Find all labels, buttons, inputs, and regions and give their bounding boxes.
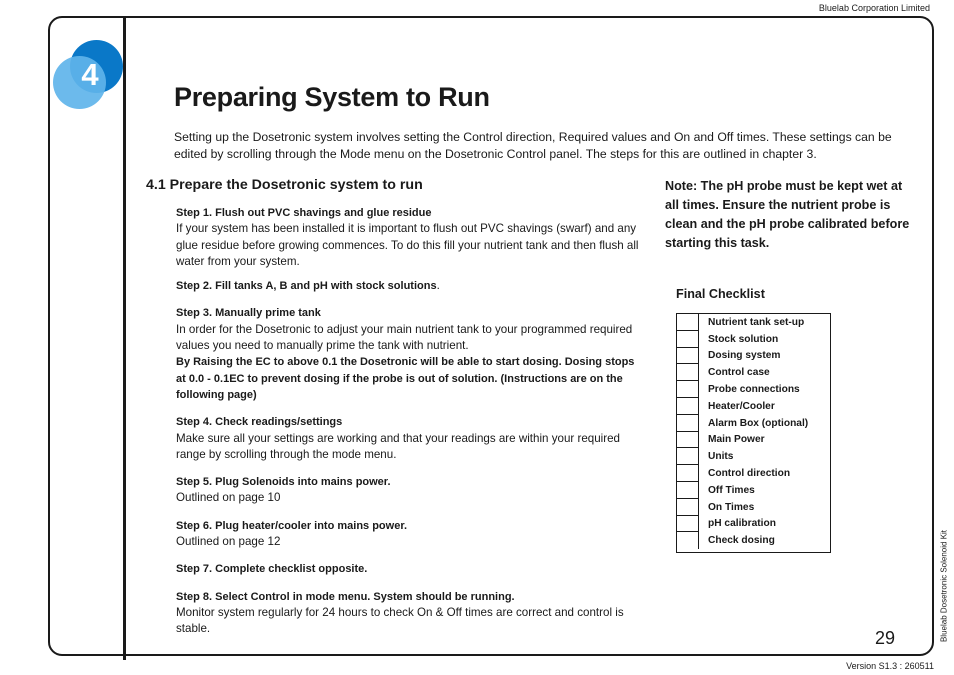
step-1-body: If your system has been installed it is important to flush out PVC shavings (swarf) and any glue residue before growing commences. To do this fill your nutrient tank and then flush all water from your system. xyxy=(176,222,639,268)
step-4-title: Step 4. Check readings/settings xyxy=(176,416,343,429)
checkbox[interactable] xyxy=(677,415,699,432)
checklist-row xyxy=(677,415,830,432)
step-1-title: Step 1. Flush out PVC shavings and glue residue xyxy=(176,207,432,219)
step-5 xyxy=(176,474,646,507)
step-2-title: Step 2. Fill tanks A, B and pH with stock solutions xyxy=(176,280,437,293)
step-7 xyxy=(176,561,646,577)
chapter-number: 4 xyxy=(81,57,99,92)
checkbox[interactable] xyxy=(677,499,699,516)
step-8 xyxy=(176,589,646,638)
checklist-row xyxy=(677,532,830,549)
checkbox[interactable] xyxy=(677,432,699,449)
checkbox[interactable] xyxy=(677,314,699,331)
step-2 xyxy=(176,278,646,294)
probe-note: Note: The pH probe must be kept wet at all times. Ensure the nutrient probe is clean and the pH probe calibrated before starting this task. xyxy=(665,179,910,250)
checkbox[interactable] xyxy=(677,532,699,549)
checkbox[interactable] xyxy=(677,381,699,398)
checklist-row xyxy=(677,465,830,482)
intro-paragraph: Setting up the Dosetronic system involves setting the Control direction, Required values and On and Off times. These settings can be edited by scrolling through the Mode menu on the Dosetronic Control panel. The steps for this are outlined in chapter 3. xyxy=(174,130,892,161)
checkbox[interactable] xyxy=(677,516,699,533)
step-6-title: Step 6. Plug heater/cooler into mains power. xyxy=(176,519,408,532)
section-heading: 4.1 Prepare the Dosetronic system to run xyxy=(146,177,423,193)
checklist-row xyxy=(677,499,830,516)
checklist-row xyxy=(677,348,830,365)
checklist-title: Final Checklist xyxy=(676,287,765,301)
checklist-item-label: Nutrient tank set-up xyxy=(708,316,805,328)
checklist-row xyxy=(677,448,830,465)
checklist-row xyxy=(677,381,830,398)
checklist-item-label: Control direction xyxy=(708,468,791,480)
page-title: Preparing System to Run xyxy=(174,82,490,112)
checklist-item-label: Check dosing xyxy=(708,535,775,547)
step-3-warning: By Raising the EC to above 0.1 the Dosetronic will be able to start dosing. Dosing stops at 0.0 - 0.1EC to prevent dosing if the probe is out of solution. (Instructions are on the following page) xyxy=(176,356,635,401)
checklist-item-label: Alarm Box (optional) xyxy=(708,417,809,429)
step-7-title: Step 7. Complete checklist opposite. xyxy=(176,563,368,576)
checklist-item-label: Dosing system xyxy=(708,350,781,362)
product-name-vertical: Bluelab Dosetronic Solenoid Kit xyxy=(939,529,949,643)
final-checklist xyxy=(676,313,831,553)
checkbox[interactable] xyxy=(677,398,699,415)
version-label: Version S1.3 : 260511 xyxy=(846,661,934,671)
checklist-row xyxy=(677,331,830,348)
checklist-item-label: Control case xyxy=(708,367,770,379)
step-4-body: Make sure all your settings are working and that your readings are within your required range by scrolling through the mode menu. xyxy=(176,431,621,461)
step-2-suffix: . xyxy=(436,279,440,293)
step-3 xyxy=(176,305,646,403)
step-6 xyxy=(176,518,646,551)
checkbox[interactable] xyxy=(677,482,699,499)
page-number: 29 xyxy=(875,628,896,648)
margin-rule xyxy=(123,16,126,660)
checklist-item-label: Off Times xyxy=(708,484,755,496)
step-6-body: Outlined on page 12 xyxy=(176,535,281,549)
checkbox[interactable] xyxy=(677,331,699,348)
step-5-body: Outlined on page 10 xyxy=(176,491,281,505)
checkbox[interactable] xyxy=(677,448,699,465)
checklist-row xyxy=(677,482,830,499)
checklist-item-label: Main Power xyxy=(708,434,765,446)
checkbox[interactable] xyxy=(677,364,699,381)
checklist-item-label: Stock solution xyxy=(708,333,779,345)
checklist-item-label: On Times xyxy=(708,501,755,513)
checklist-row xyxy=(677,432,830,449)
checklist-row xyxy=(677,398,830,415)
step-1 xyxy=(176,205,646,270)
checklist-row xyxy=(677,364,830,381)
checkbox[interactable] xyxy=(677,465,699,482)
step-8-body: Monitor system regularly for 24 hours to check On & Off times are correct and control is stable. xyxy=(176,605,624,636)
checklist-item-label: Heater/Cooler xyxy=(708,400,775,412)
checklist-item-label: Probe connections xyxy=(708,384,800,396)
checklist-item-label: Units xyxy=(708,451,734,463)
steps-list xyxy=(176,205,646,638)
step-5-title: Step 5. Plug Solenoids into mains power. xyxy=(176,476,391,489)
company-name: Bluelab Corporation Limited xyxy=(818,3,930,13)
checklist-row xyxy=(677,516,830,533)
checklist-item-label: pH calibration xyxy=(708,518,776,530)
checklist-row xyxy=(677,314,830,331)
step-3-title: Step 3. Manually prime tank xyxy=(176,307,321,320)
step-4 xyxy=(176,414,646,463)
checkbox[interactable] xyxy=(677,348,699,365)
step-3-body: In order for the Dosetronic to adjust your main nutrient tank to your programmed required values you need to manually prime the tank with nutrient. xyxy=(176,322,633,353)
step-8-title: Step 8. Select Control in mode menu. System should be running. xyxy=(176,590,515,603)
